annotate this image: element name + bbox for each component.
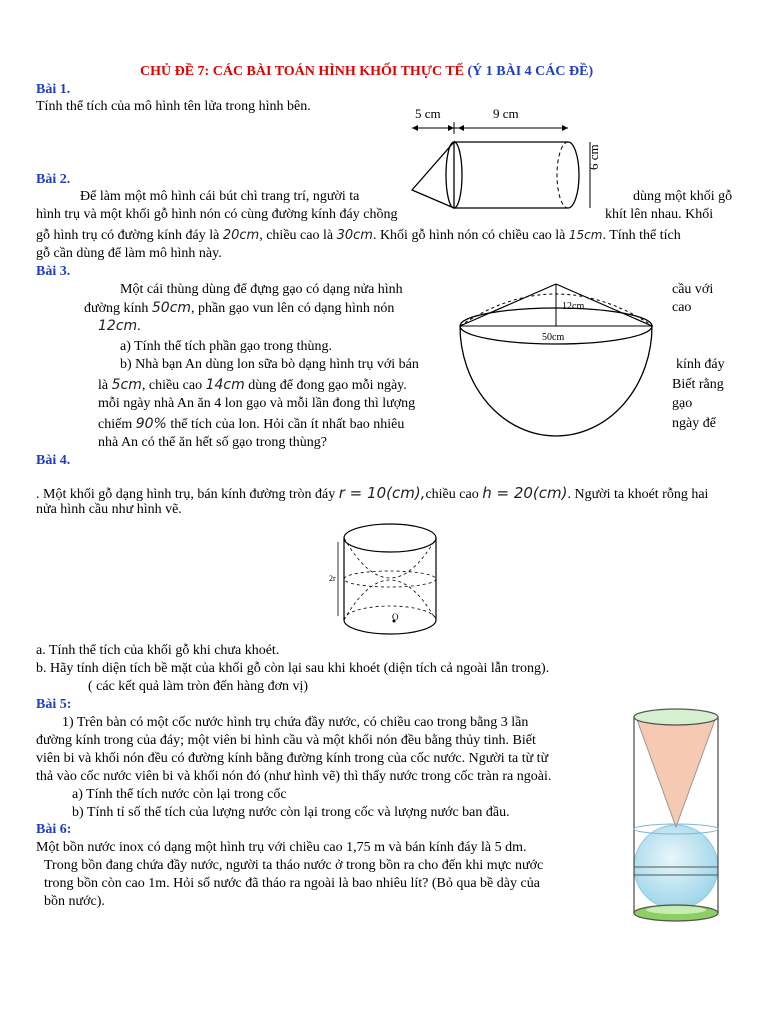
bai5-heading: Bài 5: bbox=[36, 697, 72, 712]
bai3-part-b2a: là bbox=[98, 378, 109, 393]
bai3-part-b1b: kính đáy bbox=[676, 357, 725, 372]
title-sub: (Ý 1 BÀI 4 CÁC ĐỀ) bbox=[467, 64, 594, 79]
bai3-part-b2b: , chiều cao bbox=[141, 378, 203, 393]
bai3-part-b3a: mỗi ngày nhà An ăn 4 lon gạo và mỗi lần đong thì lượng bbox=[98, 396, 416, 411]
bai2-line3 bbox=[36, 228, 681, 244]
dim-cyl-label: 9 cm bbox=[493, 106, 519, 121]
bai5-part-b: b) Tính tỉ số thể tích của lượng nước còn lại trong cốc và lượng nước ban đầu. bbox=[72, 805, 510, 820]
bai3-line1b: cầu với bbox=[672, 282, 714, 297]
bai4-line1 bbox=[36, 484, 708, 503]
bai1-heading: Bài 1. bbox=[36, 82, 71, 97]
page-title bbox=[140, 64, 593, 80]
bai2-math-diameter: 20cm bbox=[222, 228, 260, 243]
bai4-heading: Bài 4. bbox=[36, 453, 71, 468]
bai2-heading: Bài 2. bbox=[36, 172, 71, 187]
bai3-part-b2c: dùng để đong gạo mỗi ngày. bbox=[248, 378, 407, 393]
bai2-line3a: gỗ hình trụ có đường kính đáy là bbox=[36, 228, 220, 243]
bai3-part-b2 bbox=[98, 377, 407, 394]
bai3-line3-dot: . bbox=[137, 319, 141, 334]
bai2-line2b: khít lên nhau. Khối bbox=[605, 207, 714, 222]
bai3-part-b4a: chiếm bbox=[98, 417, 133, 432]
bai4-math-height: h = 20(cm) bbox=[482, 484, 568, 502]
bai6-para2: Trong bồn đang chứa đầy nước, người ta tháo nước ở trong bồn ra cho đến khi mực nước bbox=[44, 858, 544, 873]
bai3-math-diameter: 50cm bbox=[151, 300, 192, 316]
bai3-line3 bbox=[98, 318, 141, 335]
bai3-part-b4 bbox=[98, 416, 404, 433]
bai4-line2: nửa hình cầu như hình vẽ. bbox=[36, 502, 182, 517]
bai3-math-can-height: 14cm bbox=[205, 377, 245, 393]
bai3-line2 bbox=[84, 300, 394, 317]
bai6-para3: trong bồn còn cao 1m. Hỏi số nước đã tháo ra ngoài là bao nhiêu lít? (Bỏ qua bề dày của bbox=[44, 876, 540, 891]
bai4-line1a: . Một khối gỗ dạng hình trụ, bán kính đường tròn đáy bbox=[36, 487, 336, 502]
bai3-part-b3b: gạo bbox=[672, 396, 693, 411]
bai3-line1a: Một cái thùng dùng để đựng gạo có dạng nửa hình bbox=[120, 282, 403, 297]
bai5-para1: 1) Trên bàn có một cốc nước hình trụ chứa đầy nước, có chiều cao trong bằng 3 lần bbox=[62, 715, 529, 730]
bai4-part-a: a. Tính thể tích của khối gỗ khi chưa khoét. bbox=[36, 643, 280, 658]
bai2-line2a: hình trụ và một khối gỗ hình nón có cùng đường kính đáy chồng bbox=[36, 207, 398, 222]
bin-height-label: 12cm bbox=[562, 301, 585, 312]
bai5-part-a: a) Tính thể tích nước còn lại trong cốc bbox=[72, 787, 287, 802]
bai4-note: ( các kết quả làm tròn đến hàng đơn vị) bbox=[88, 679, 309, 694]
bai3-part-b2d: Biết rằng bbox=[672, 377, 724, 392]
bai2-math-height: 30cm bbox=[336, 228, 373, 243]
bin-diameter-label: 50cm bbox=[542, 332, 565, 343]
cylinder-hollow-figure bbox=[330, 518, 450, 643]
bai3-line2a: đường kính bbox=[84, 301, 149, 316]
bai3-part-b4b: thể tích của lon. Hỏi cần ít nhất bao nhiêu bbox=[170, 417, 405, 432]
bai5-para3: viên bi và khối nón đều có đường kính bằng đường kính trong của cốc nước. Người ta từ từ bbox=[36, 751, 549, 766]
label-2r: 2r bbox=[329, 574, 336, 583]
rice-bin-figure bbox=[455, 278, 665, 448]
bai3-math-percent: 90% bbox=[135, 416, 167, 432]
bai4-line1b: chiều cao bbox=[425, 487, 479, 502]
bai4-line1c: . Người ta khoét rỗng hai bbox=[567, 487, 709, 502]
bai2-line4: gỗ cần dùng để làm mô hình này. bbox=[36, 246, 222, 261]
bai3-part-b5: nhà An có thể ăn hết số gạo trong thùng? bbox=[98, 435, 328, 450]
title-main: CHỦ ĐỀ 7: CÁC BÀI TOÁN HÌNH KHỐI THỰC TẾ bbox=[140, 64, 464, 79]
bai3-math-can-radius: 5cm bbox=[111, 377, 142, 393]
dim-cone-label: 5 cm bbox=[415, 106, 441, 121]
bai1-text: Tính thể tích của mô hình tên lửa trong hình bên. bbox=[36, 99, 311, 114]
bai2-line3d: . Tính thể tích bbox=[602, 228, 681, 243]
dim-height-label: 6 cm bbox=[586, 144, 601, 170]
bai2-line1a: Để làm một mô hình cái bút chì trang trí, người ta bbox=[80, 189, 360, 204]
bai3-math-cone-height: 12cm bbox=[98, 318, 138, 334]
bai2-line3b: , chiều cao là bbox=[259, 228, 334, 243]
label-o: O bbox=[392, 612, 399, 622]
bai6-para4: bồn nước). bbox=[44, 894, 105, 909]
bai3-part-a: a) Tính thể tích phần gạo trong thùng. bbox=[120, 339, 333, 354]
glass-cup-figure bbox=[626, 705, 726, 927]
bai3-line2b: , phần gạo vun lên có dạng hình nón bbox=[191, 301, 395, 316]
bai6-heading: Bài 6: bbox=[36, 822, 72, 837]
bai5-para4: thả vào cốc nước viên bi và khối nón đó (như hình vẽ) thì thấy nước trong cốc tràn ra ngoài. bbox=[36, 769, 552, 784]
bai6-para1: Một bồn nước inox có dạng một hình trụ với chiều cao 1,75 m và bán kính đáy là 5 dm. bbox=[36, 840, 527, 855]
bai3-heading: Bài 3. bbox=[36, 264, 71, 279]
bai3-part-b1a: b) Nhà bạn An dùng lon sữa bò dạng hình trụ với bán bbox=[120, 357, 419, 372]
bai4-part-b: b. Hãy tính diện tích bề mặt của khối gỗ còn lại sau khi khoét (diện tích cả ngoài lẫn trong). bbox=[36, 661, 550, 676]
bai4-math-radius: r = 10(cm), bbox=[338, 484, 426, 502]
bai2-math-cone-height: 15cm bbox=[568, 228, 603, 242]
bai2-line1b: dùng một khối gỗ bbox=[633, 189, 733, 204]
bai5-para2: đường kính trong của đáy; một viên bi hình cầu và một khối nón đều bằng thủy tinh. Biết bbox=[36, 733, 536, 748]
bai2-line3c: . Khối gỗ hình nón có chiều cao là bbox=[372, 228, 566, 243]
bai3-line2c: cao bbox=[672, 300, 692, 315]
bai3-part-b4c: ngày để bbox=[672, 416, 716, 431]
